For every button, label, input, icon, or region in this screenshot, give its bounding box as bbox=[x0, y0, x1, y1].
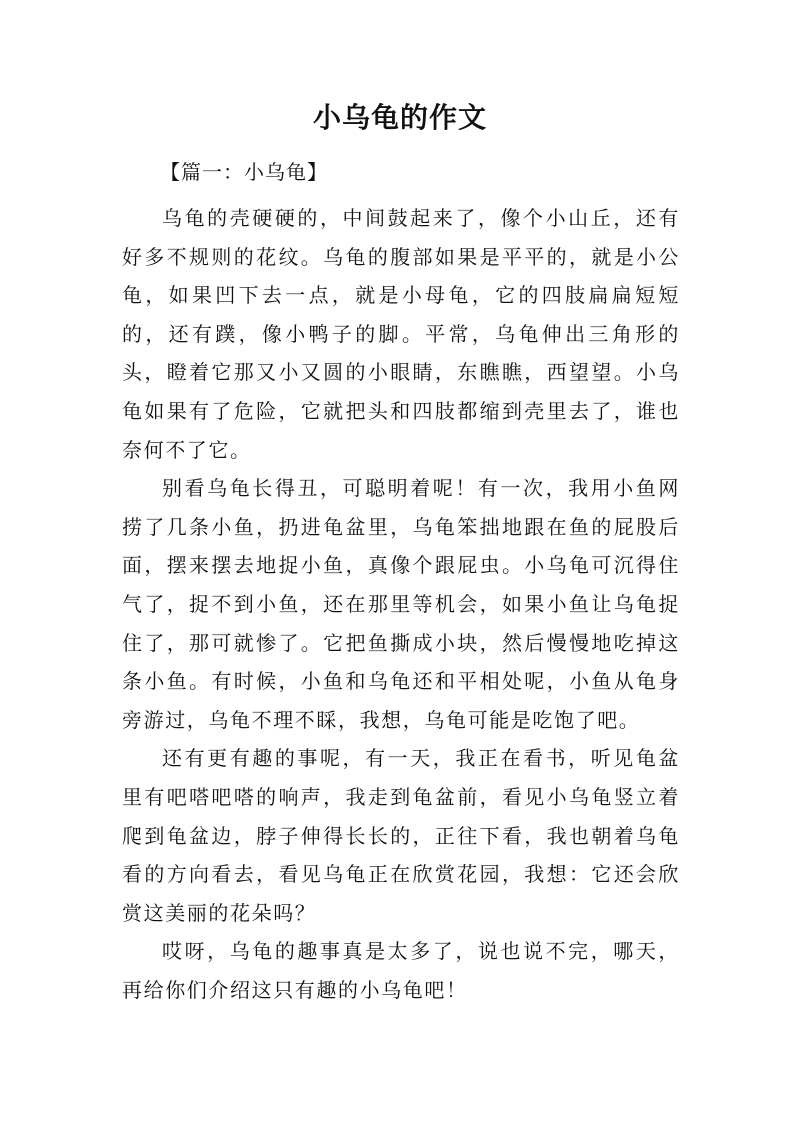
paragraph: 乌龟的壳硬硬的，中间鼓起来了，像个小山丘，还有好多不规则的花纹。乌龟的腹部如果是平平的，就是小公龟，如果凹下去一点，就是小母龟，它的四肢扁扁短短的，还有蹼，像小鸭子的脚。平常，乌龟伸出三角形的头，瞪着它那又小又圆的小眼睛，东瞧瞧，西望望。小乌龟如果有了危险，它就把头和四肢都缩到壳里去了，谁也奈何不了它。 bbox=[122, 206, 680, 462]
document-title: 小乌龟的作文 bbox=[312, 101, 487, 134]
section-heading: 【篇一：小乌龟】 bbox=[160, 160, 328, 184]
paragraph: 别看乌龟长得丑，可聪明着呢！有一次，我用小鱼网捞了几条小鱼，扔进龟盆里，乌龟笨拙地跟在鱼的屁股后面，摆来摆去地捉小鱼，真像个跟屁虫。小乌龟可沉得住气了，捉不到小鱼，还在那里等机会，如果小鱼让乌龟捉住了，那可就惨了。它把鱼撕成小块，然后慢慢地吃掉这条小鱼。有时候，小鱼和乌龟还和平相处呢，小鱼从龟身旁游过，乌龟不理不睬，我想，乌龟可能是吃饱了吧。 bbox=[122, 476, 680, 732]
paragraph: 还有更有趣的事呢，有一天，我正在看书，听见龟盆里有吧嗒吧嗒的响声，我走到龟盆前，看见小乌龟竖立着爬到龟盆边，脖子伸得长长的，正往下看，我也朝着乌龟看的方向看去，看见乌龟正在欣赏花园，我想：它还会欣赏这美丽的花朵吗？ bbox=[122, 746, 680, 925]
paragraph: 哎呀，乌龟的趣事真是太多了，说也说不完，哪天，再给你们介绍这只有趣的小乌龟吧！ bbox=[122, 939, 680, 1002]
essay-body bbox=[122, 199, 680, 1009]
